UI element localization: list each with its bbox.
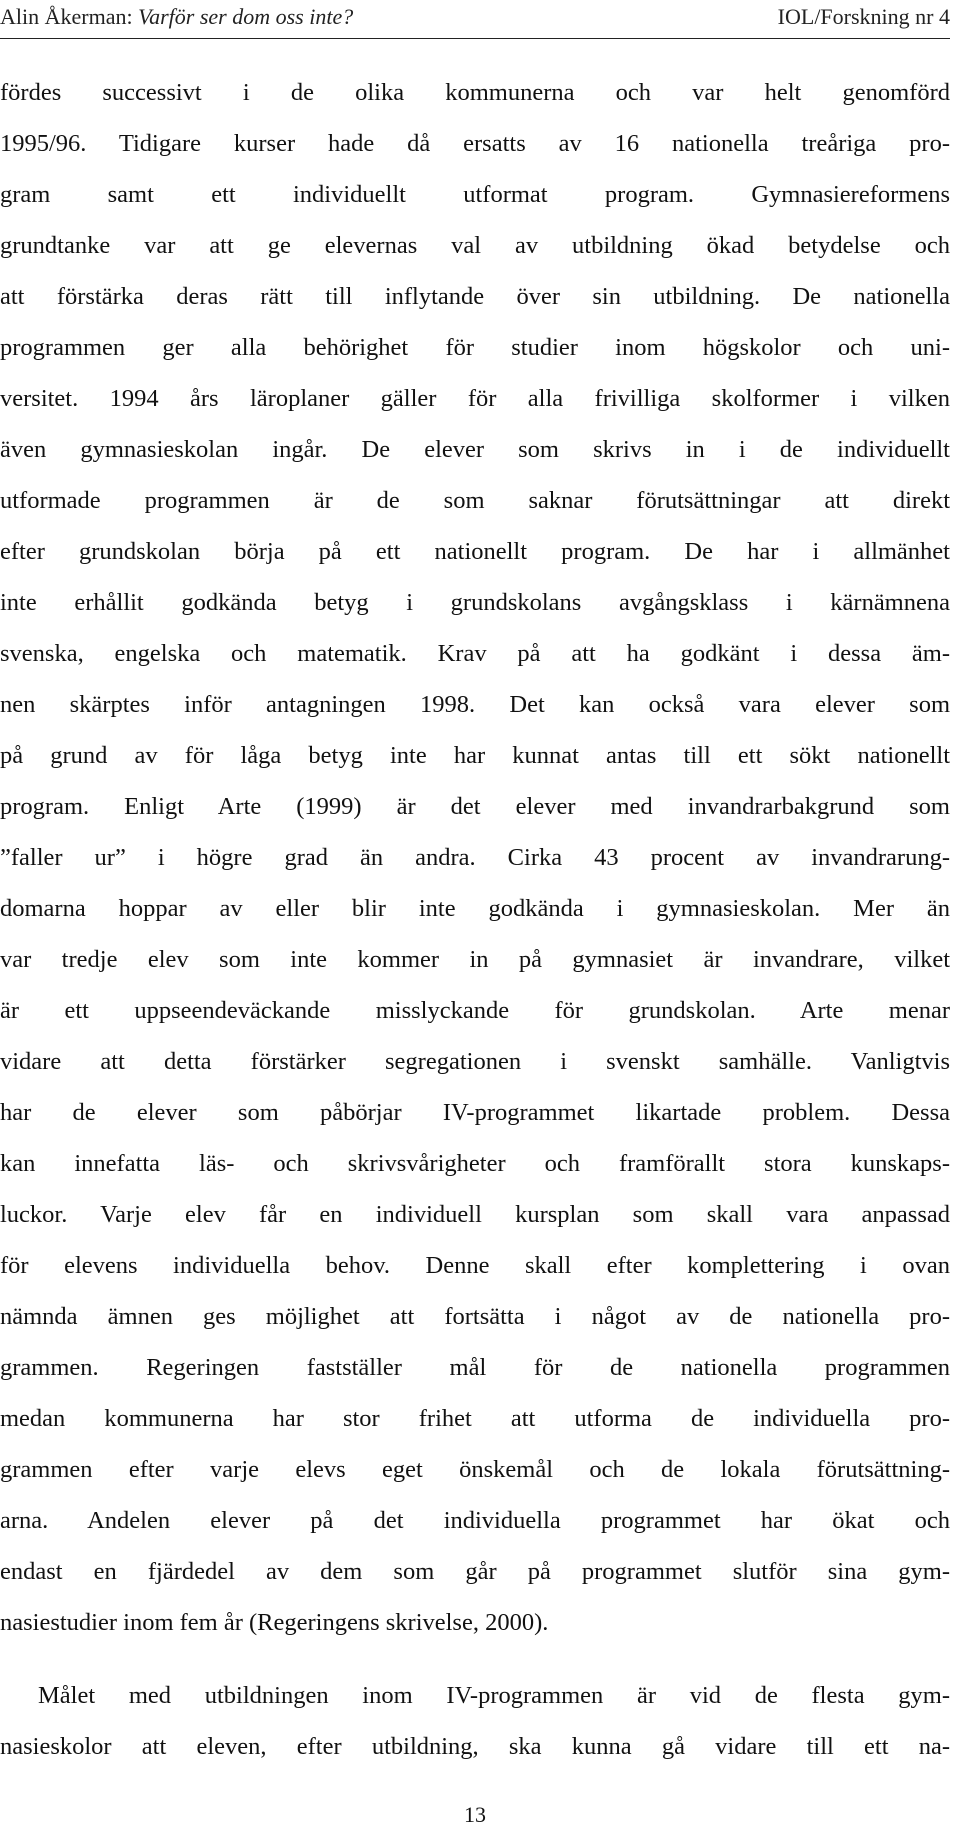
text-line: endast en fjärdedel av dem som går på programmet slutför sina gym- [0,1558,950,1585]
text-line: arna. Andelen elever på det individuella programmet har ökat och [0,1507,950,1534]
text-line: nen skärptes inför antagningen 1998. Det kan också vara elever som [0,691,950,718]
paragraph-2 [0,1670,950,1772]
text-line: är ett uppseendeväckande misslyckande för grundskolan. Arte menar [0,997,950,1024]
header-title: Varför ser dom oss inte? [138,4,354,29]
text-line: kan innefatta läs- och skrivsvårigheter och framförallt stora kunskaps- [0,1150,950,1177]
text-line: har de elever som påbörjar IV-programmet likartade problem. Dessa [0,1099,950,1126]
running-header [0,4,950,34]
text-line: nämnda ämnen ges möjlighet att fortsätta i något av de nationella pro- [0,1303,950,1330]
header-rule [0,38,950,39]
text-line: program. Enligt Arte (1999) är det elever med invandrarbakgrund som [0,793,950,820]
text-line: fördes successivt i de olika kommunerna och var helt genomförd [0,79,950,106]
text-line: grammen. Regeringen fastställer mål för de nationella programmen [0,1354,950,1381]
text-line: medan kommunerna har stor frihet att utforma de individuella pro- [0,1405,950,1432]
text-line: efter grundskolan börja på ett nationellt program. De har i allmänhet [0,538,950,565]
page-number: 13 [464,1802,486,1827]
body-text [0,67,950,1772]
text-line: för elevens individuella behov. Denne skall efter komplettering i ovan [0,1252,950,1279]
paragraph-gap [0,1648,950,1670]
text-line: även gymnasieskolan ingår. De elever som skrivs in i de individuellt [0,436,950,463]
text-line: på grund av för låga betyg inte har kunnat antas till ett sökt nationellt [0,742,950,769]
text-line: vidare att detta förstärker segregationen i svenskt samhälle. Vanligtvis [0,1048,950,1075]
text-line: ”faller ur” i högre grad än andra. Cirka 43 procent av invandrarung- [0,844,950,871]
text-line-last: nasiestudier inom fem år (Regeringens skrivelse, 2000). [0,1609,549,1636]
text-line: gram samt ett individuellt utformat program. Gymnasiereformens [0,181,950,208]
text-line: att förstärka deras rätt till inflytande över sin utbildning. De nationella [0,283,950,310]
paragraph-1 [0,67,950,1648]
text-line: programmen ger alla behörighet för studier inom högskolor och uni- [0,334,950,361]
text-line: nasieskolor att eleven, efter utbildning, ska kunna gå vidare till ett na- [0,1733,950,1760]
text-line: grundtanke var att ge elevernas val av utbildning ökad betydelse och [0,232,950,259]
text-line: svenska, engelska och matematik. Krav på att ha godkänt i dessa äm- [0,640,950,667]
text-line: versitet. 1994 års läroplaner gäller för alla frivilliga skolformer i vilken [0,385,950,412]
text-line: grammen efter varje elevs eget önskemål och de lokala förutsättning- [0,1456,950,1483]
text-line: 1995/96. Tidigare kurser hade då ersatts av 16 nationella treåriga pro- [0,130,950,157]
text-line: utformade programmen är de som saknar förutsättningar att direkt [0,487,950,514]
header-author-title [0,4,353,30]
text-line: luckor. Varje elev får en individuell kursplan som skall vara anpassad [0,1201,950,1228]
header-author: Alin Åkerman: [0,4,139,29]
text-line: inte erhållit godkända betyg i grundskolans avgångsklass i kärnämnena [0,589,950,616]
text-line: var tredje elev som inte kommer in på gymnasiet är invandrare, vilket [0,946,950,973]
text-line: domarna hoppar av eller blir inte godkända i gymnasieskolan. Mer än [0,895,950,922]
text-line: Målet med utbildningen inom IV-programmen är vid de flesta gym- [38,1682,950,1709]
header-series: IOL/Forskning nr 4 [777,4,950,29]
